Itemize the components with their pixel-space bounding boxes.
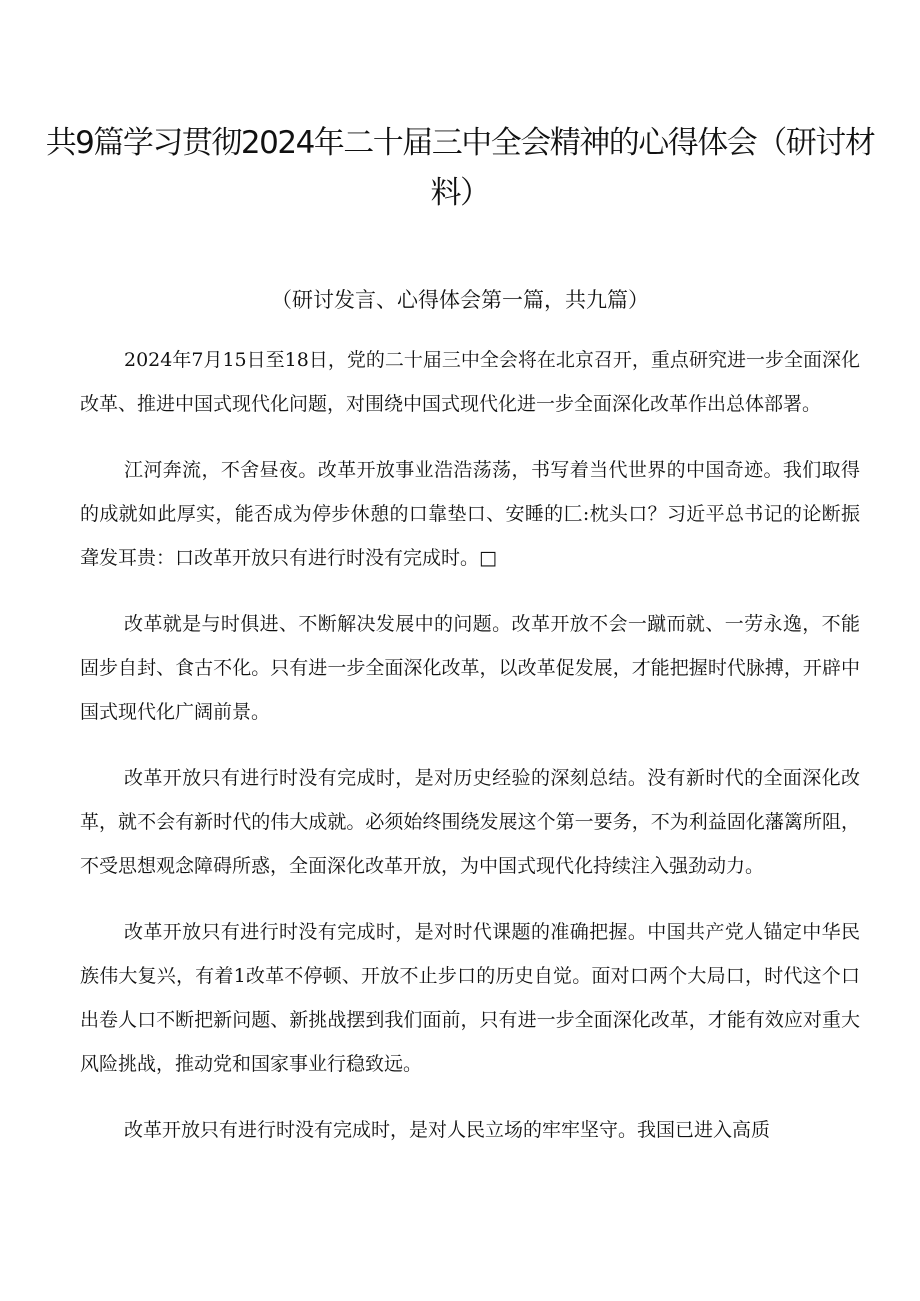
paragraph: 2024年7月15日至18日，党的二十届三中全会将在北京召开，重点研究进一步全面深化改革、推进中国式现代化问题，对围绕中国式现代化进一步全面深化改革作出总体部署。 (80, 349, 860, 415)
paragraph: 改革就是与时俱进、不断解决发展中的问题。改革开放不会一蹴而就、一劳永逸，不能固步自封、食古不化。只有进一步全面深化改革，以改革促发展，才能把握时代脉搏，开辟中国式现代化广阔前景。 (80, 613, 860, 723)
document-body (80, 338, 860, 1174)
paragraph: 改革开放只有进行时没有完成时，是对时代课题的准确把握。中国共产党人锚定中华民族伟大复兴，有着1改革不停顿、开放不止步口的历史自觉。面对口两个大局口，时代这个口出卷人口不断把新问题、新挑战摆到我们面前，只有进一步全面深化改革，才能有效应对重大风险挑战，推动党和国家事业行稳致远。 (80, 921, 860, 1075)
paragraph: 改革开放只有进行时没有完成时，是对人民立场的牢牢坚守。我国已进入高质 (124, 1119, 771, 1141)
paragraph: 改革开放只有进行时没有完成时，是对历史经验的深刻总结。没有新时代的全面深化改革，就不会有新时代的伟大成就。必须始终围绕发展这个第一要务，不为利益固化藩篱所阻，不受思想观念障碍所惑，全面深化改革开放，为中国式现代化持续注入强劲动力。 (80, 767, 860, 877)
document-subtitle: （研讨发言、心得体会第一篇，共九篇） (271, 288, 649, 312)
paragraph: 江河奔流，不舍昼夜。改革开放事业浩浩荡荡，书写着当代世界的中国奇迹。我们取得的成就如此厚实，能否成为停步休憩的口靠垫口、安睡的匚:枕头口？习近平总书记的论断振聋发耳贵：口改革开放只有进行时没有完成时。□ (80, 459, 860, 569)
document-title: 共9篇学习贯彻2024年二十届三中全会精神的心得体会（研讨材料） (45, 125, 875, 211)
